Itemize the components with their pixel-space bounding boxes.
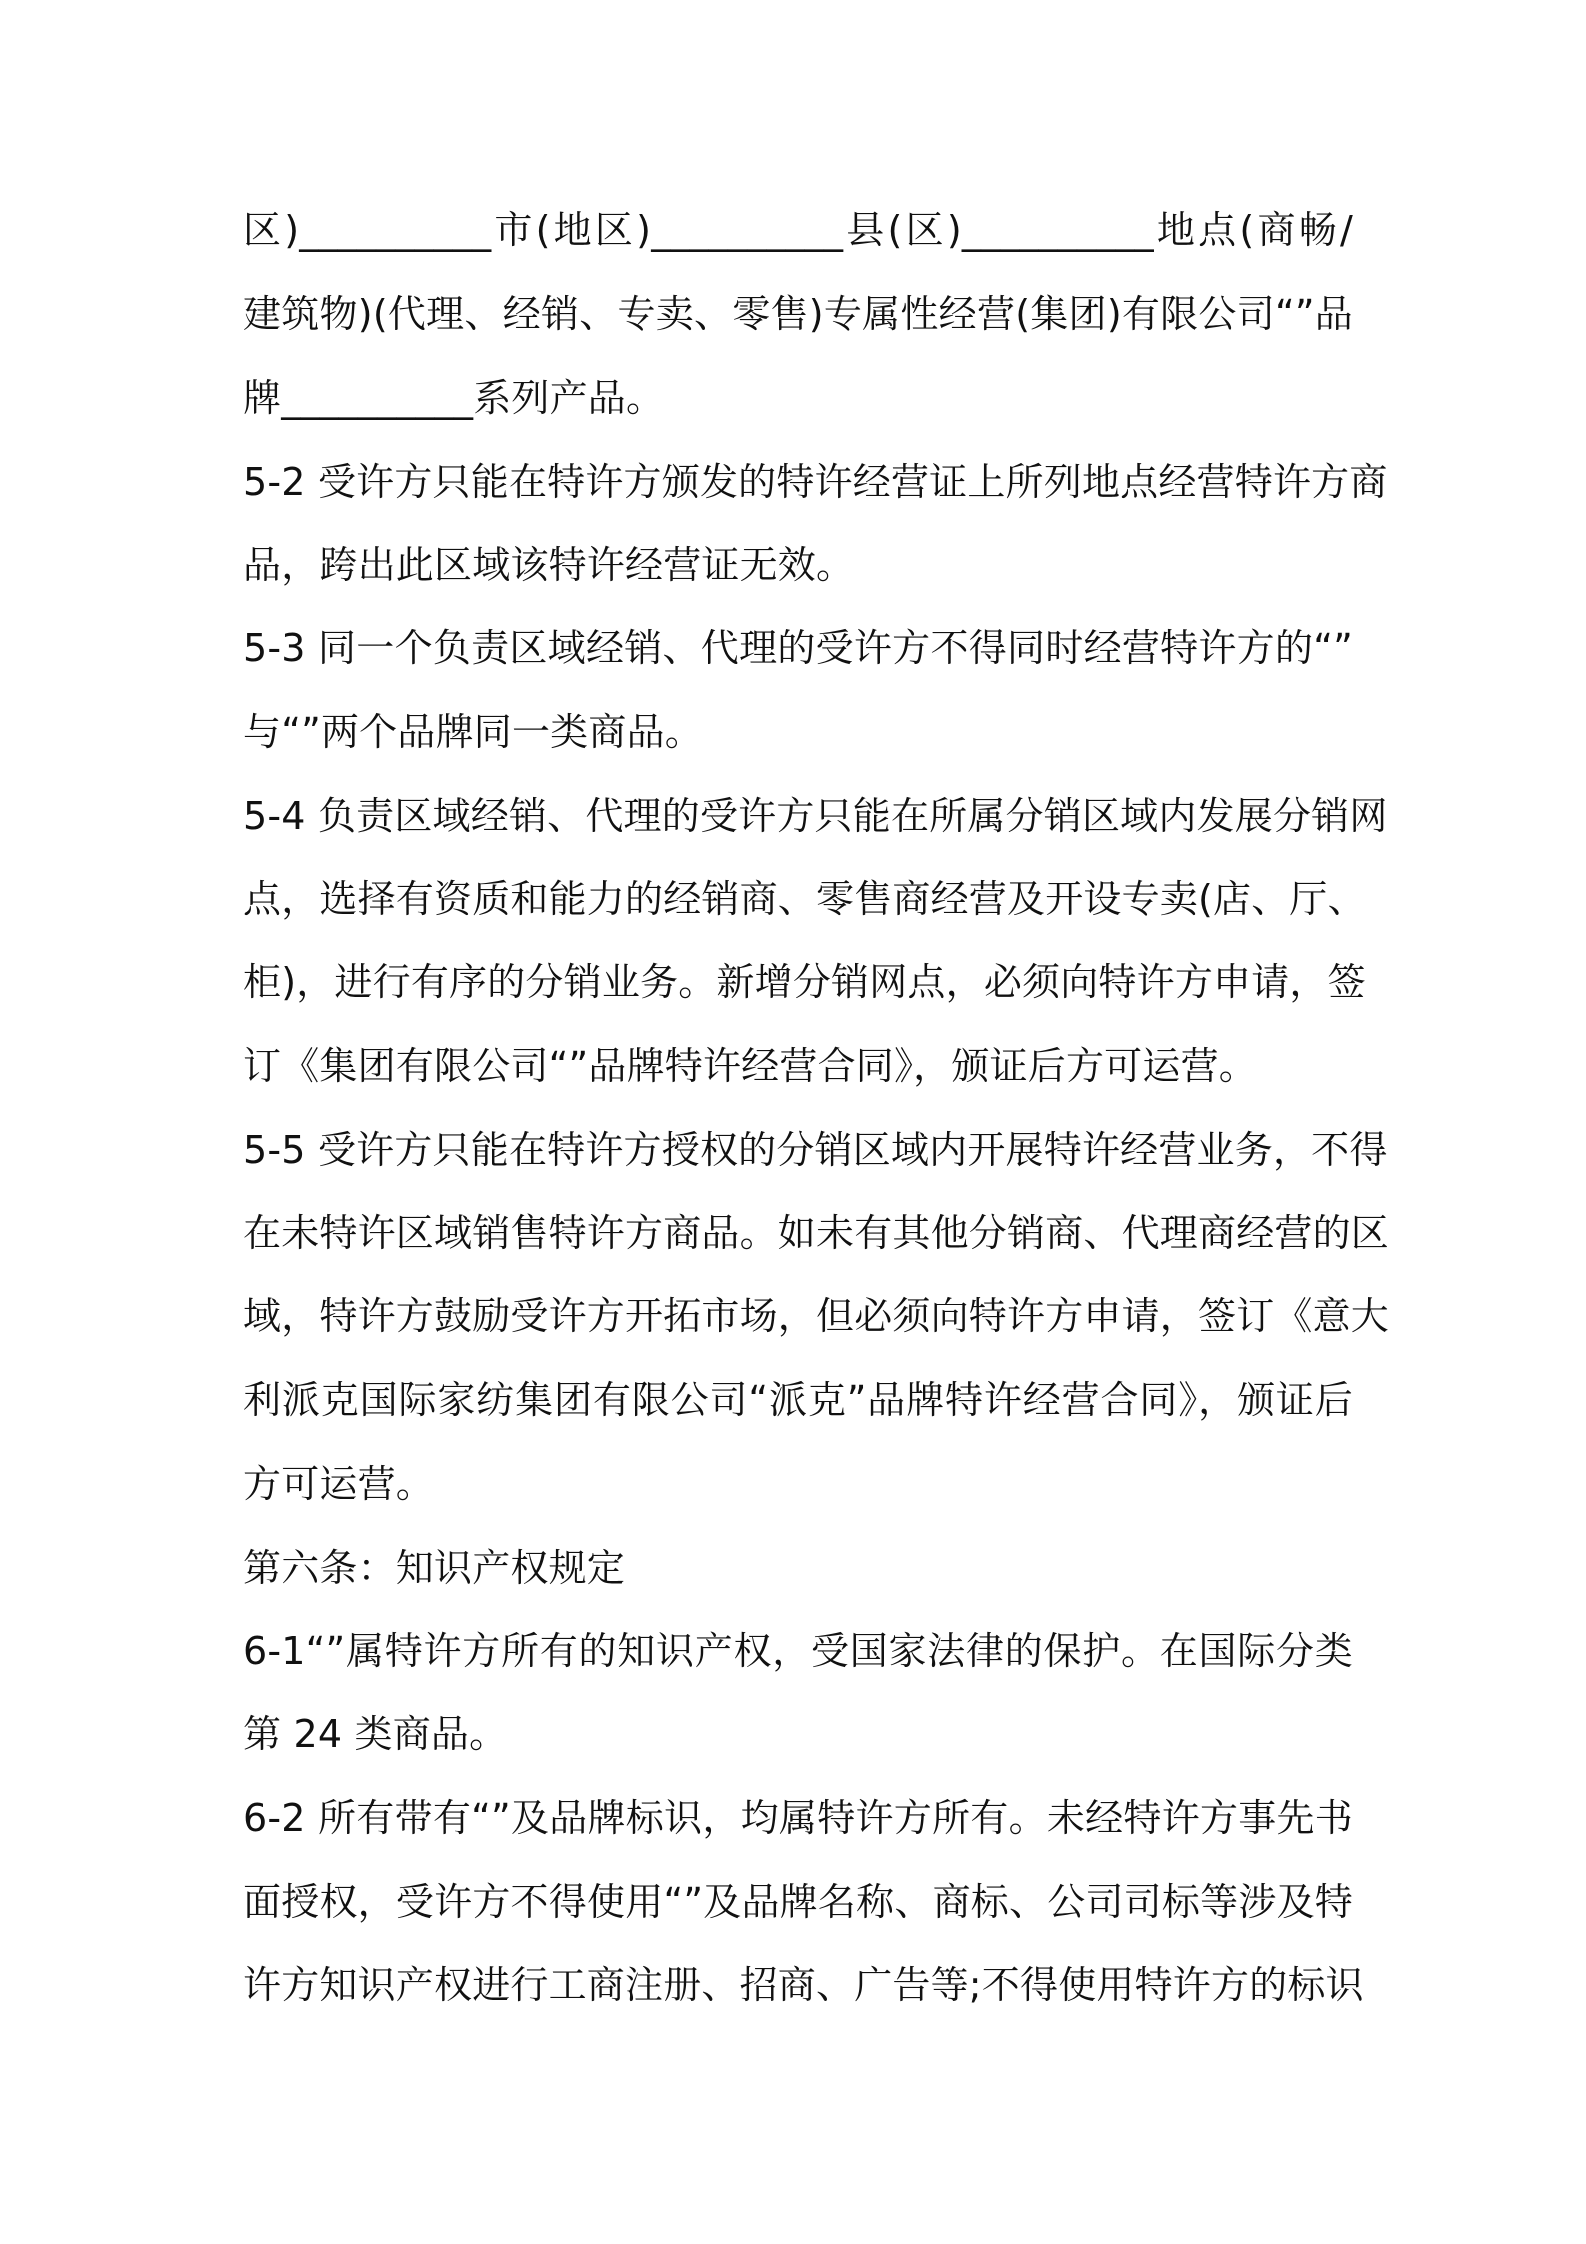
text-line: 柜)，进行有序的分销业务。新增分销网点，必须向特许方申请，签 — [243, 960, 1366, 1004]
text-line: 5-3 同一个负责区域经销、代理的受许方不得同时经营特许方的“” — [243, 626, 1353, 670]
text-line: 第 24 类商品。 — [243, 1712, 508, 1756]
section-heading: 第六条：知识产权规定 — [243, 1546, 626, 1590]
text-line: 6-1“”属特许方所有的知识产权，受国家法律的保护。在国际分类 — [243, 1629, 1353, 1673]
text-line: 域，特许方鼓励受许方开拓市场，但必须向特许方申请，签订《意大 — [243, 1294, 1390, 1338]
text-line: 订《集团有限公司“”品牌特许经营合同》，颁证后方可运营。 — [243, 1044, 1257, 1088]
text-line: 利派克国际家纺集团有限公司“派克”品牌特许经营合同》，颁证后 — [243, 1378, 1353, 1422]
text-line: 面授权，受许方不得使用“”及品牌名称、商标、公司司标等涉及特 — [243, 1880, 1353, 1924]
text-line: 5-4 负责区域经销、代理的受许方只能在所属分销区域内发展分销网 — [243, 794, 1388, 838]
text-line: 牌__________系列产品。 — [243, 376, 665, 420]
text-line: 在未特许区域销售特许方商品。如未有其他分销商、代理商经营的区 — [243, 1211, 1390, 1255]
text-line: 品，跨出此区域该特许经营证无效。 — [243, 543, 855, 587]
text-line: 点，选择有资质和能力的经销商、零售商经营及开设专卖(店、厅、 — [243, 877, 1366, 921]
text-line: 5-5 受许方只能在特许方授权的分销区域内开展特许经营业务，不得 — [243, 1128, 1388, 1172]
text-line: 区)__________市(地区)__________县(区)__________地点(商畅/ — [243, 208, 1353, 252]
text-line: 方可运营。 — [243, 1462, 435, 1506]
text-line: 6-2 所有带有“”及品牌标识，均属特许方所有。未经特许方事先书 — [243, 1796, 1353, 1840]
text-line: 5-2 受许方只能在特许方颁发的特许经营证上所列地点经营特许方商 — [243, 460, 1388, 504]
text-line: 许方知识产权进行工商注册、招商、广告等;不得使用特许方的标识 — [243, 1963, 1364, 2007]
text-line: 建筑物)(代理、经销、专卖、零售)专属性经营(集团)有限公司“”品 — [243, 292, 1353, 336]
text-line: 与“”两个品牌同一类商品。 — [243, 710, 703, 754]
